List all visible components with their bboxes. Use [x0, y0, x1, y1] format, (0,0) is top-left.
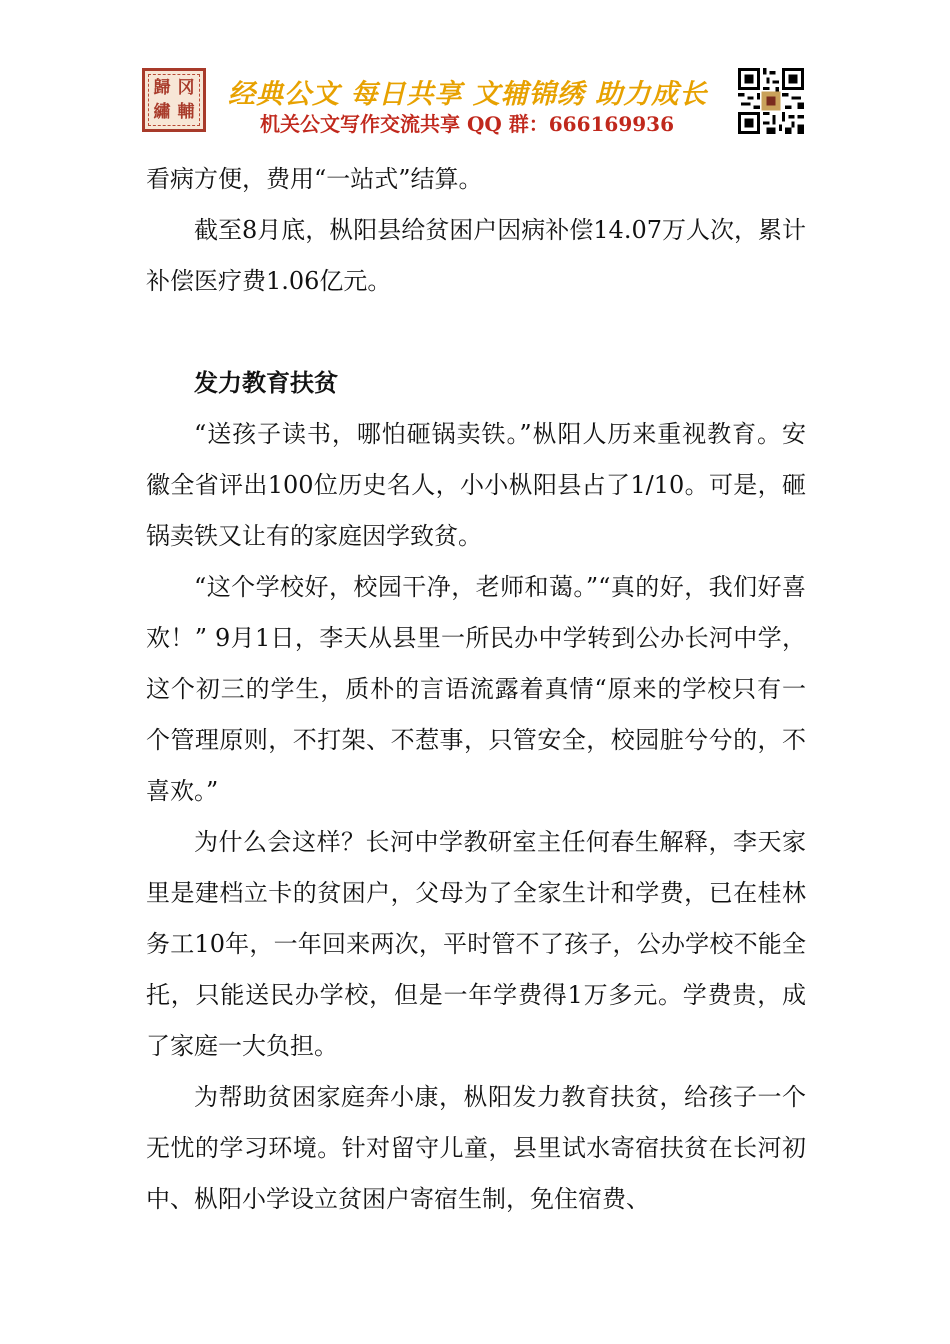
header-banner [0, 0, 950, 148]
banner-slogan: 经典公文 每日共享 文辅锦绣 助力成长 [228, 79, 708, 110]
document-body [146, 154, 806, 1225]
seal-logo [142, 68, 206, 132]
paragraph: “送孩子读书，哪怕砸锅卖铁。”枞阳人历来重视教育。安徽全省评出100位历史名人，小小枞阳县占了1/10。可是，砸锅卖铁又让有的家庭因学致贫。 [146, 420, 806, 550]
paragraph: 为帮助贫困家庭奔小康，枞阳发力教育扶贫，给孩子一个无忧的学习环境。针对留守儿童，县里试水寄宿扶贫在长河初中、枞阳小学设立贫困户寄宿生制，免住宿费、 [146, 1083, 806, 1213]
paragraph: 看病方便，费用“一站式”结算。 [146, 165, 483, 193]
paragraph: 截至8月底，枞阳县给贫困户因病补偿14.07万人次，累计补偿医疗费1.06亿元。 [146, 216, 806, 295]
paragraph: 为什么会这样？长河中学教研室主任何春生解释，李天家里是建档立卡的贫困户，父母为了全家生计和学费，已在桂林务工10年，一年回来两次，平时管不了孩子，公办学校不能全托，只能送民办学校，但是一年学费得1万多元。学费贵，成了家庭一大负担。 [146, 828, 806, 1060]
paragraph: “这个学校好，校园干净，老师和蔼。”“真的好，我们好喜欢！” 9月1日，李天从县里一所民办中学转到公办长河中学，这个初三的学生，质朴的言语流露着真情“原来的学校只有一个管理原则，不打架、不惹事，只管安全，校园脏兮兮的，不喜欢。” [146, 573, 806, 805]
seal-char: 歸 [153, 77, 171, 98]
section-heading: 发力教育扶贫 [194, 369, 338, 397]
seal-char: 冈 [177, 77, 195, 98]
paragraph-gap [146, 307, 806, 358]
seal-char: 繡 [153, 101, 171, 122]
qr-code-icon [738, 68, 804, 134]
seal-char: 輔 [177, 101, 195, 122]
banner-qq-group: 机关公文写作交流共享 QQ 群：666169936 [260, 112, 675, 136]
